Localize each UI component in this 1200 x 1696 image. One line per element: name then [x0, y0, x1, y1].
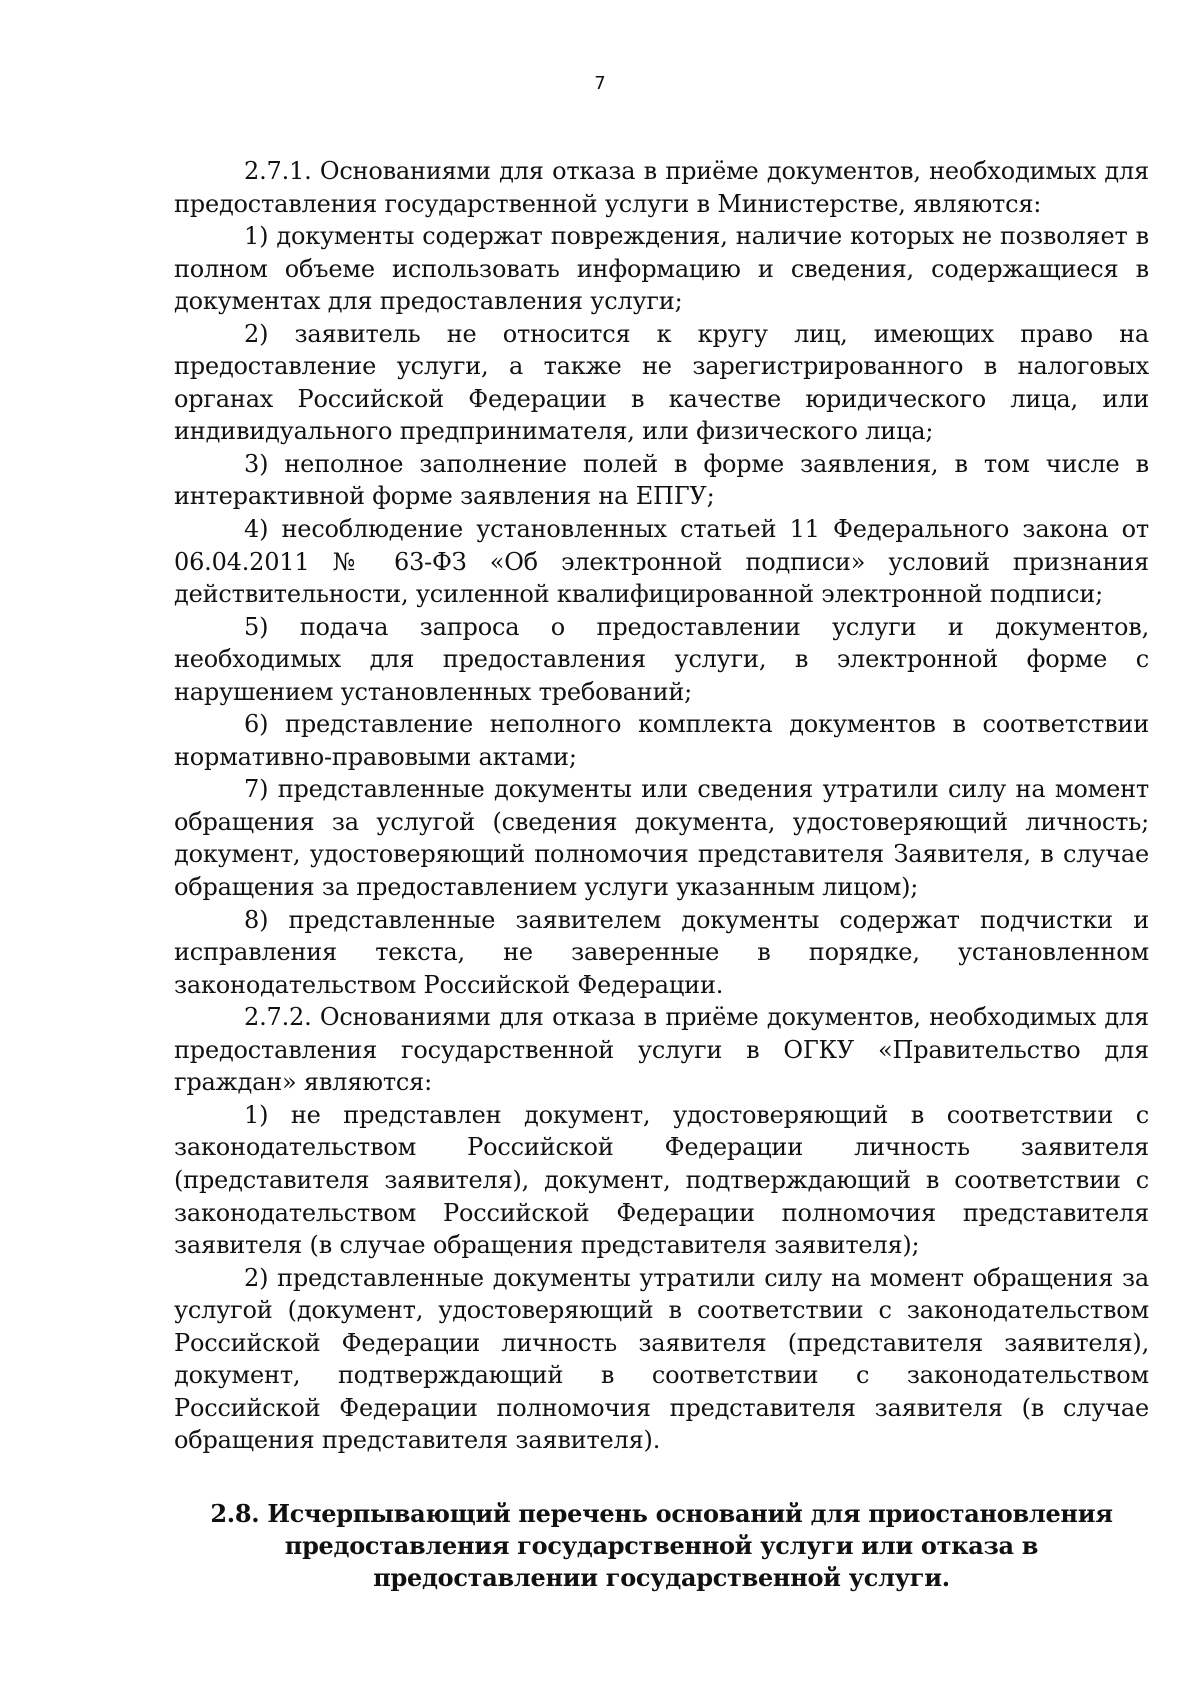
- list-item-7: 7) представленные документы или сведения утратили силу на момент обращения за услугой (сведения документа, удостоверяющий личность; документ, удостоверяющий полномочия представителя Заявителя, в случае обращения за предоставлением услуги указанным лицом);: [174, 775, 1149, 902]
- list-item-8: 8) представленные заявителем документы содержат подчистки и исправления текста, не заверенные в порядке, установленном законодательством Российской Федерации.: [174, 905, 1149, 999]
- list-item-4: 4) несоблюдение установленных статьей 11 Федерального закона от 06.04.2011 № 63-ФЗ «Об электронной подписи» условий признания действительности, усиленной квалифицированной электронной подписи;: [174, 515, 1149, 609]
- list-item-1: 1) документы содержат повреждения, наличие которых не позволяет в полном объеме использовать информацию и сведения, содержащиеся в документах для предоставления услуги;: [174, 222, 1149, 316]
- paragraph-2-7-2: 2.7.2. Основаниями для отказа в приёме документов, необходимых для предоставления государственной услуги в ОГКУ «Правительство для граждан» являются:: [174, 1003, 1149, 1097]
- list-item-6: 6) представление неполного комплекта документов в соответствии нормативно-правовыми актами;: [174, 710, 1149, 771]
- document-body: [174, 155, 1149, 1457]
- page-number: 7: [594, 73, 606, 94]
- list-item-2: 2) заявитель не относится к кругу лиц, имеющих право на предоставление услуги, а также не зарегистрированного в налоговых органах Российской Федерации в качестве юридического лица, или индивидуального предпринимателя, или физического лица;: [174, 319, 1149, 446]
- list-item-1: 1) не представлен документ, удостоверяющий в соответствии с законодательством Российской Федерации личность заявителя (представителя заявителя), документ, подтверждающий в соответствии с законодательством Российской Федерации полномочия представителя заявителя (в случае обращения представителя заявителя);: [174, 1100, 1149, 1260]
- paragraph-2-7-1: 2.7.1. Основаниями для отказа в приёме документов, необходимых для предоставления государственной услуги в Министерстве, являются:: [174, 157, 1149, 218]
- section-heading-2-8: 2.8. Исчерпывающий перечень оснований для приостановления предоставления государственной услуги или отказа в предоставлении государственной услуги.: [210, 1499, 1113, 1592]
- list-item-3: 3) неполное заполнение полей в форме заявления, в том числе в интерактивной форме заявления на ЕПГУ;: [174, 449, 1149, 511]
- list-item-5: 5) подача запроса о предоставлении услуги и документов, необходимых для предоставления услуги, в электронной форме с нарушением установленных требований;: [174, 612, 1149, 706]
- list-item-2: 2) представленные документы утратили силу на момент обращения за услугой (документ, удостоверяющий в соответствии с законодательством Российской Федерации личность заявителя (представителя заявителя), документ, подтверждающий в соответствии с законодательством Российской Федерации полномочия представителя заявителя (в случае обращения представителя заявителя).: [174, 1263, 1149, 1455]
